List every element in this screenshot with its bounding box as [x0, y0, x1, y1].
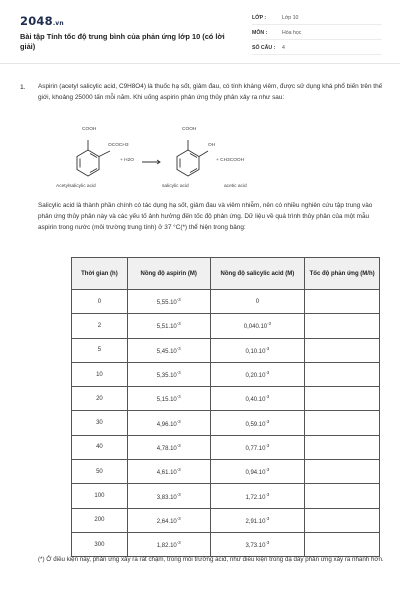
- mol1-top-label: COOH: [82, 127, 97, 132]
- col-header-aspirin: Nồng độ aspirin (M): [127, 258, 210, 290]
- table-row: [72, 484, 380, 508]
- cell-rate: [305, 435, 380, 459]
- exponent: -3: [265, 394, 270, 400]
- cell-time-value: 300: [94, 541, 105, 548]
- footnote: (*) Ở điều kiện này, phản ứng xảy ra rất chậm, trong môi trường acid, như điều kiện trong dạ dày phản ứng xảy ra nhanh hơn.: [38, 556, 384, 563]
- logo-suffix: .vn: [52, 20, 64, 27]
- cell-salicylic-value: 0,77.10: [245, 445, 266, 452]
- exponent: -3: [176, 345, 181, 351]
- cell-salicylic-value: 0,40.10: [245, 397, 266, 404]
- cell-salicylic-value: 3,73.10: [245, 543, 266, 550]
- cell-time-value: 2: [97, 322, 102, 329]
- exponent: -3: [176, 491, 181, 497]
- cell-aspirin-value: 3,83.10: [156, 494, 177, 501]
- cell-time-value: 20: [96, 395, 103, 402]
- cell-salicylic: [210, 435, 305, 459]
- mol2-sub-label: OH: [208, 143, 216, 148]
- cell-aspirin: [127, 290, 210, 314]
- cell-salicylic: [210, 362, 305, 386]
- page-header: [0, 0, 400, 64]
- cell-time: [72, 411, 128, 435]
- cell-salicylic-value: 0,10.10: [245, 348, 266, 355]
- cell-time: [72, 314, 128, 338]
- table-row: [72, 435, 380, 459]
- cell-aspirin-value: 2,64.10: [156, 518, 177, 525]
- cell-aspirin: [127, 387, 210, 411]
- cell-aspirin: [127, 484, 210, 508]
- cell-time: [72, 484, 128, 508]
- cell-salicylic: [210, 387, 305, 411]
- table-row: [72, 362, 380, 386]
- mol1-name: Acetylsalicylic acid: [56, 184, 96, 189]
- cell-rate: [305, 460, 380, 484]
- cell-salicylic-value: 1,72.10: [245, 494, 266, 501]
- cell-time: [72, 460, 128, 484]
- page-title: Bài tập Tính tốc độ trung bình của phản ứng lớp 10 (có lời giải): [20, 32, 225, 51]
- cell-time-value: 30: [96, 420, 103, 427]
- exponent: -3: [176, 442, 181, 448]
- exponent: -3: [265, 345, 270, 351]
- exponent: -3: [176, 297, 181, 303]
- cell-time: [72, 362, 128, 386]
- cell-aspirin-value: 5,51.10: [156, 324, 177, 331]
- meta-row-grade: [252, 12, 382, 25]
- cell-aspirin: [127, 338, 210, 362]
- cell-rate: [305, 484, 380, 508]
- cell-salicylic-value: 0: [255, 298, 260, 305]
- cell-aspirin-value: 5,35.10: [156, 373, 177, 380]
- question-intro: Aspirin (acetyl salicylic acid, C9H8O4) là thuốc hạ sốt, giảm đau, có tính kháng viêm, được sử dụng khá phổ biến trên thế giới, khoảng 25000 tấn mỗi năm. Khi uống aspirin phản ứng thủy phân xảy ra như sau:: [38, 83, 383, 101]
- cell-aspirin: [127, 362, 210, 386]
- cell-aspirin-value: 4,61.10: [156, 470, 177, 477]
- exponent: -3: [265, 540, 270, 546]
- exponent: -3: [265, 370, 270, 376]
- meta-value: Lớp 10: [282, 15, 299, 21]
- exponent: -3: [176, 394, 181, 400]
- meta-key: SỐ CÂU :: [252, 45, 276, 51]
- exponent: -3: [265, 491, 270, 497]
- cell-time-value: 200: [94, 517, 105, 524]
- col-header-time: Thời gian (h): [72, 258, 128, 290]
- question-content: [0, 64, 400, 600]
- cell-time-value: 100: [94, 493, 105, 500]
- cell-salicylic: [210, 314, 305, 338]
- exponent: -3: [176, 321, 181, 327]
- cell-rate: [305, 314, 380, 338]
- mol2-name: salicylic acid: [162, 184, 189, 189]
- cell-rate: [305, 362, 380, 386]
- meta-row-subject: [252, 27, 382, 40]
- table-row: [72, 411, 380, 435]
- mol3-name: acetic acid: [224, 184, 247, 189]
- meta-value: Hóa học: [282, 30, 302, 36]
- cell-aspirin-value: 5,55.10: [156, 300, 177, 307]
- cell-time-value: 5: [97, 347, 102, 354]
- cell-salicylic: [210, 338, 305, 362]
- table-header-row: [72, 258, 380, 290]
- cell-aspirin: [127, 411, 210, 435]
- site-logo[interactable]: [20, 14, 64, 28]
- cell-time: [72, 387, 128, 411]
- mol2-top-label: COOH: [182, 127, 197, 132]
- cell-rate: [305, 411, 380, 435]
- table-row: [72, 290, 380, 314]
- exponent: -3: [176, 370, 181, 376]
- exponent: -3: [265, 442, 270, 448]
- cell-aspirin: [127, 435, 210, 459]
- exponent: -3: [176, 540, 181, 546]
- table-row: [72, 460, 380, 484]
- question-body: Salicylic acid là thành phần chính có tác dụng hạ sốt, giảm đau và viêm nhiễm, nên có nhiều nghiên cứu tập trung vào phản ứng thủy phân này và các yếu tố ảnh hưởng đến tốc độ phản ứng. Dữ liệu về quá trình thủy phân của một mẫu aspirin trong nước (môi trường trung tính) ở 37 °C(*) thể hiện trong bảng:: [38, 202, 373, 231]
- plus-water: + H2O: [120, 158, 134, 163]
- cell-rate: [305, 387, 380, 411]
- cell-aspirin-value: 5,15.10: [156, 397, 177, 404]
- cell-time: [72, 290, 128, 314]
- exponent: -3: [267, 321, 271, 327]
- cell-rate: [305, 290, 380, 314]
- cell-aspirin: [127, 460, 210, 484]
- cell-time-value: 10: [96, 371, 103, 378]
- cell-salicylic: [210, 484, 305, 508]
- cell-time-value: 40: [96, 444, 103, 451]
- cell-salicylic: [210, 460, 305, 484]
- cell-time-value: 0: [97, 298, 102, 305]
- meta-value: 4: [282, 45, 285, 51]
- table-row: [72, 314, 380, 338]
- cell-time: [72, 435, 128, 459]
- cell-salicylic-value: 2,91.10: [245, 518, 266, 525]
- cell-salicylic-value: 0,94.10: [245, 470, 266, 477]
- cell-aspirin-value: 4,78.10: [156, 445, 177, 452]
- col-header-salicylic: Nồng độ salicylic acid (M): [210, 258, 305, 290]
- cell-time: [72, 508, 128, 532]
- cell-aspirin: [127, 314, 210, 338]
- cell-aspirin-value: 4,96.10: [156, 421, 177, 428]
- exponent: -3: [265, 467, 270, 473]
- cell-salicylic-value: 0,20.10: [245, 373, 266, 380]
- reaction-scheme: [38, 126, 358, 196]
- table-row: [72, 387, 380, 411]
- cell-aspirin: [127, 508, 210, 532]
- cell-rate: [305, 338, 380, 362]
- cell-salicylic-value: 0,040.10: [243, 324, 268, 331]
- mol1-sub-label: OCOCH3: [108, 143, 129, 148]
- table-row: [72, 508, 380, 532]
- exponent: -3: [176, 515, 181, 521]
- cell-time: [72, 338, 128, 362]
- exponent: -3: [176, 418, 181, 424]
- col-header-rate: Tốc độ phản ứng (M/h): [305, 258, 380, 290]
- meta-key: MÔN :: [252, 30, 268, 36]
- cell-salicylic: [210, 290, 305, 314]
- exponent: -3: [265, 418, 270, 424]
- cell-salicylic: [210, 411, 305, 435]
- meta-key: LỚP :: [252, 15, 267, 21]
- cell-salicylic-value: 0,59.10: [245, 421, 266, 428]
- cell-time-value: 50: [96, 468, 103, 475]
- exponent: -3: [176, 467, 181, 473]
- table-row: [72, 338, 380, 362]
- exponent: -3: [265, 515, 270, 521]
- cell-aspirin-value: 5,45.10: [156, 348, 177, 355]
- logo-text: 2048: [20, 14, 53, 28]
- plus-acetic: + CH3COOH: [216, 158, 245, 163]
- question-number: 1.: [20, 84, 26, 91]
- cell-rate: [305, 508, 380, 532]
- cell-salicylic: [210, 508, 305, 532]
- cell-aspirin-value: 1,82.10: [156, 543, 177, 550]
- meta-row-count: [252, 42, 382, 55]
- data-table: [71, 257, 380, 557]
